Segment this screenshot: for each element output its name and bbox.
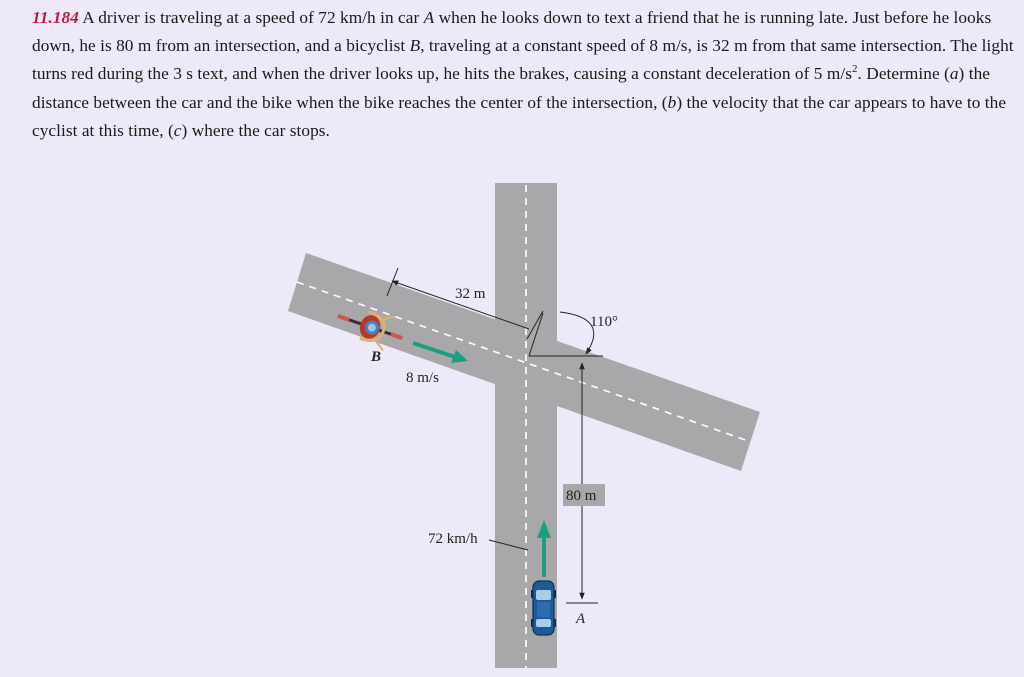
car xyxy=(531,581,556,635)
part-a-label: a xyxy=(949,64,959,84)
problem-text-1: A driver is traveling at a speed of 72 km/h in car xyxy=(78,8,424,27)
angle-label: 110° xyxy=(590,314,618,330)
bike-variable: B xyxy=(409,36,421,56)
problem-text-2: when he looks down to text a friend that he is running late. Just before he looks down, he is 80 m from an intersection, and a bicyclist xyxy=(32,8,992,56)
problem-number: 11.184 xyxy=(32,8,79,27)
bike-distance-label: 32 m xyxy=(455,286,486,302)
problem-text-5: ) the distance between the car and the bike when the bike reaches the center of the intersection, ( xyxy=(32,64,990,112)
bike-label: B xyxy=(371,349,382,365)
problem-text-3: , traveling at a constant speed of 8 m/s, is 32 m from that same intersection. The light turns red during the 3 s text, and when the driver looks up, he hits the brakes, causing a constant deceleration of 5 m/s xyxy=(32,36,1014,84)
part-c-label: c xyxy=(173,120,182,140)
part-b-label: b xyxy=(667,92,677,112)
problem-text-4: . Determine ( xyxy=(857,64,950,84)
bike-speed-label: 8 m/s xyxy=(406,370,439,386)
car-speed-label: 72 km/h xyxy=(428,531,478,547)
car-distance-label: 80 m xyxy=(566,488,597,504)
exponent: 2 xyxy=(851,63,858,76)
car-variable: A xyxy=(423,8,435,27)
car-label: A xyxy=(576,611,586,627)
problem-text-7: ) where the car stops. xyxy=(181,120,330,140)
problem-text-6: ) the velocity that the car appears to have to the cyclist at this time, ( xyxy=(32,92,1007,140)
